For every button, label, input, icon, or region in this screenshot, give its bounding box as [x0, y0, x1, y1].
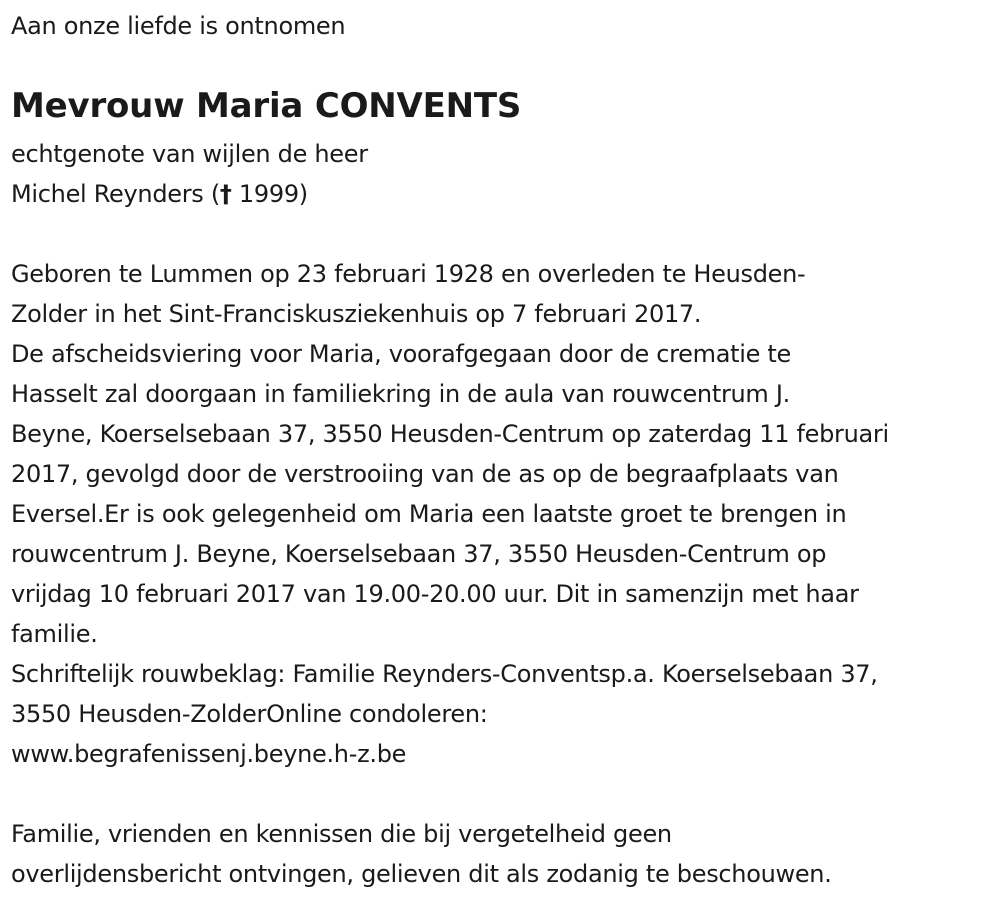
- body-line: vrijdag 10 februari 2017 van 19.00-20.00 uur. Dit in samenzijn met haar: [11, 580, 859, 608]
- cross-icon: †: [219, 180, 232, 208]
- body-line: Beyne, Koerselsebaan 37, 3550 Heusden-Centrum op zaterdag 11 februari: [11, 420, 889, 448]
- body-line: Geboren te Lummen op 23 februari 1928 en overleden te Heusden-: [11, 260, 806, 288]
- obituary-body: [11, 254, 889, 774]
- closing-note: [11, 814, 832, 894]
- body-line: Schriftelijk rouwbeklag: Familie Reynders-Conventsp.a. Koerselsebaan 37,: [11, 660, 878, 688]
- body-line: Eversel.Er is ook gelegenheid om Maria een laatste groet te brengen in: [11, 500, 847, 528]
- deceased-name: Mevrouw Maria CONVENTS: [11, 86, 522, 126]
- body-line: rouwcentrum J. Beyne, Koerselsebaan 37, 3550 Heusden-Centrum op: [11, 540, 827, 568]
- body-line: familie.: [11, 620, 98, 648]
- condolence-website: www.begrafenissenj.beyne.h-z.be: [11, 740, 407, 768]
- body-line: 2017, gevolgd door de verstrooiing van de as op de begraafplaats van: [11, 460, 839, 488]
- body-line: Zolder in het Sint-Franciskusziekenhuis op 7 februari 2017.: [11, 300, 702, 328]
- closing-line: Familie, vrienden en kennissen die bij vergetelheid geen: [11, 820, 672, 848]
- spouse-line-1: echtgenote van wijlen de heer: [11, 140, 368, 168]
- spouse-line-2: [11, 174, 368, 214]
- body-line: De afscheidsviering voor Maria, voorafgegaan door de crematie te: [11, 340, 791, 368]
- spouse-name: Michel Reynders (: [11, 180, 220, 208]
- intro-text: Aan onze liefde is ontnomen: [11, 12, 346, 40]
- closing-line: overlijdensbericht ontvingen, gelieven dit als zodanig te beschouwen.: [11, 860, 832, 888]
- body-line: Hasselt zal doorgaan in familiekring in de aula van rouwcentrum J.: [11, 380, 790, 408]
- spouse-block: [11, 134, 368, 214]
- body-line: 3550 Heusden-ZolderOnline condoleren:: [11, 700, 488, 728]
- spouse-death-year: 1999): [231, 180, 308, 208]
